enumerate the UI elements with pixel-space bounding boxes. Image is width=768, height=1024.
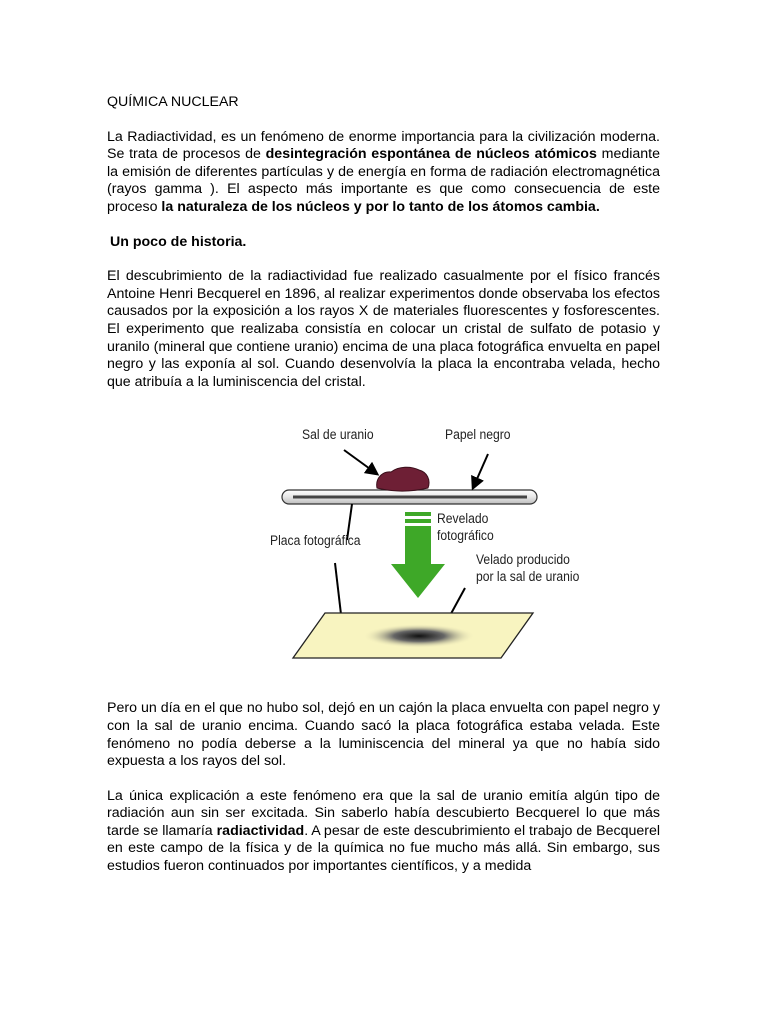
label-por-la-sal: por la sal de uranio — [476, 569, 580, 585]
diagram-graphic — [107, 408, 660, 678]
arrow-papel — [473, 454, 488, 488]
paragraph-no-sun: Pero un día en el que no hubo sol, dejó en un cajón la placa envuelta con papel negro y con la sal de uranio encima. Cuando sacó la placa fotográfica estaba velada. Este fenómeno no podía deberse a la luminiscencia del mineral ya que no había sido expuesta a los rayos del sol. — [107, 700, 660, 770]
label-placa-fotografica: Placa fotográfica — [270, 533, 361, 549]
becquerel-diagram — [107, 408, 660, 678]
arrow-sal — [344, 450, 377, 474]
explanation-text-2: . A pesar de este descubrimiento el trabajo de Becquerel en este campo de la física y de la química no fue mucho más allá. Sin embargo, sus estudios fueron continuados por importantes científicos, y a medida — [107, 822, 661, 875]
intro-bold-1: desintegración espontánea de núcleos atómicos — [265, 146, 597, 163]
intro-text-1: La Radiactividad, es un fenómeno de enorme importancia para la civilización moderna. Se trata de procesos de — [107, 128, 660, 163]
explanation-bold: radiactividad — [216, 822, 305, 839]
label-fotografico: fotográfico — [437, 528, 494, 544]
document-body — [107, 94, 660, 893]
intro-bold-2: la naturaleza de los núcleos y por lo tanto de los átomos cambia. — [161, 198, 600, 215]
explanation-text-1: La única explicación a este fenómeno era que la sal de uranio emitía algún tipo de radiación aun sin ser excitada. Sin saberlo había descubierto Becquerel lo que más tarde se llamaría — [107, 787, 660, 839]
intro-text-2: mediante la emisión de diferentes partículas y de energía en forma de radiación electromagnética (rayos gamma ). El aspecto más importante es que como consecuencia de este proceso — [107, 146, 660, 215]
intro-paragraph — [107, 129, 660, 217]
label-revelado: Revelado — [437, 511, 489, 527]
fogged-area — [363, 624, 475, 648]
uranium-salt — [377, 468, 429, 492]
history-paragraph: El descubrimiento de la radiactividad fue realizado casualmente por el físico francés Antoine Henri Becquerel en 1896, al realizar experimentos donde observaba los efectos causados por la exposición a los rayos X de materiales fluorescentes y fosforescentes. El experimento que realizaba consistía en colocar un cristal de sulfato de potasio y uranilo (mineral que contiene uranio) encima de una placa fotográfica envuelta en papel negro y las exponía al sol. Cuando desenvolvía la placa la encontraba velada, hecho que atribuía a la luminiscencia del cristal. — [107, 268, 660, 390]
document-title: QUÍMICA NUCLEAR — [107, 94, 239, 110]
label-sal-de-uranio: Sal de uranio — [302, 427, 374, 443]
section-heading: Un poco de historia. — [110, 233, 247, 250]
label-papel-negro: Papel negro — [445, 427, 511, 443]
paragraph-explanation — [107, 788, 660, 876]
label-velado-producido: Velado producido — [476, 552, 570, 568]
